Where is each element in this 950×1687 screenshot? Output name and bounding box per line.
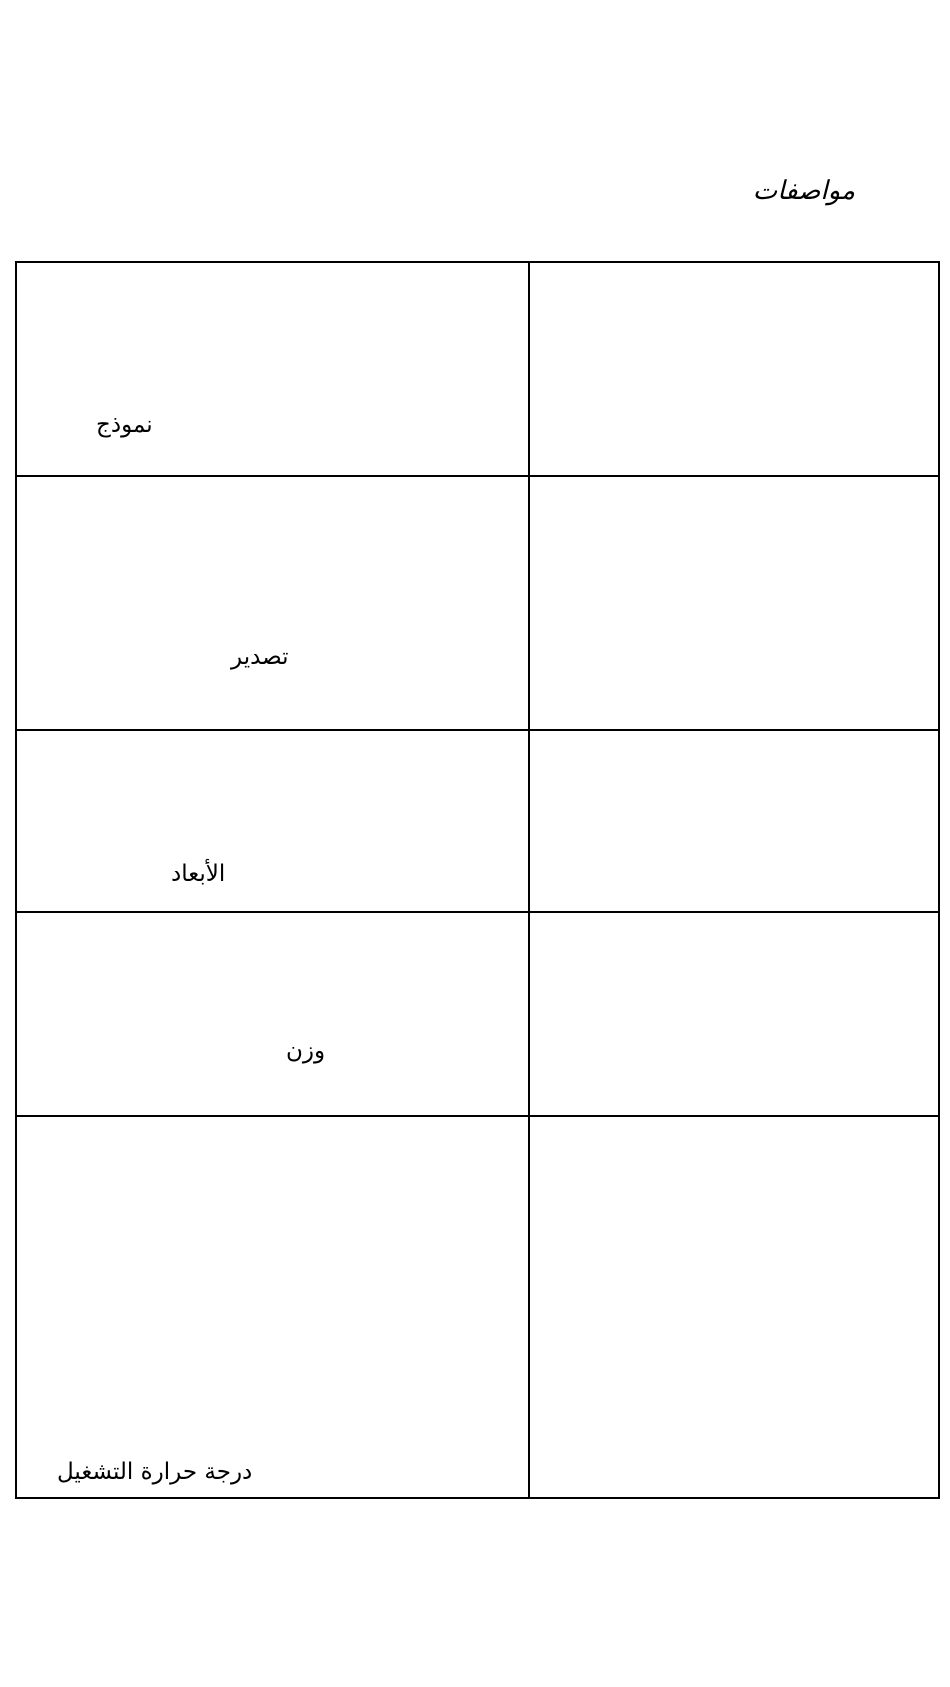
row-label-model: نموذج (96, 412, 153, 438)
label-cell (16, 476, 529, 730)
value-cell (529, 476, 939, 730)
value-cell (529, 1116, 939, 1498)
table-row (16, 1116, 939, 1498)
row-label-dimensions: الأبعاد (171, 861, 226, 887)
label-cell (16, 1116, 529, 1498)
value-cell (529, 912, 939, 1116)
table-row (16, 476, 939, 730)
table-row (16, 912, 939, 1116)
label-cell (16, 262, 529, 476)
row-label-operating-temperature: درجة حرارة التشغيل (57, 1459, 253, 1485)
value-cell (529, 730, 939, 912)
row-label-export: تصدير (231, 644, 289, 670)
value-cell (529, 262, 939, 476)
table-row (16, 730, 939, 912)
table-row (16, 262, 939, 476)
specifications-table (15, 261, 940, 1499)
document-title: مواصفات (752, 176, 855, 206)
row-label-weight: وزن (286, 1038, 326, 1064)
label-cell (16, 912, 529, 1116)
label-cell (16, 730, 529, 912)
